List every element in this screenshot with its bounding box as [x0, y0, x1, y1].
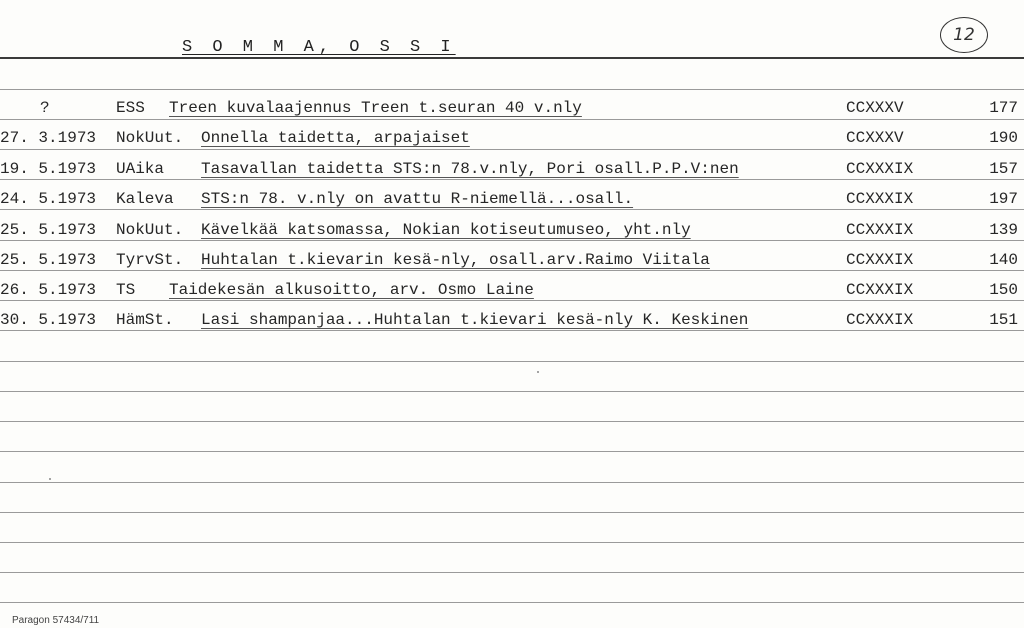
entry-date: 24. 5.1973: [0, 190, 97, 208]
entry-page: 151: [989, 311, 1018, 329]
entry-date: 26. 5.1973: [0, 281, 97, 299]
entry-source: UAika: [116, 160, 165, 178]
entry-date: 25. 5.1973: [0, 221, 97, 239]
entry-volume: CCXXXIX: [846, 160, 914, 178]
entry-description: STS:n 78. v.nly on avattu R-niemellä...osall.: [201, 190, 634, 208]
entry-row: [0, 160, 1024, 186]
entry-row: [0, 311, 1024, 337]
entry-row: [0, 99, 1024, 125]
entry-volume: CCXXXIX: [846, 221, 914, 239]
ruled-line: [0, 89, 1024, 90]
entry-source: TS: [116, 281, 136, 299]
entry-date: 25. 5.1973: [0, 251, 97, 269]
entry-page: 190: [989, 129, 1018, 147]
entry-row: [0, 281, 1024, 307]
entry-page: 140: [989, 251, 1018, 269]
entry-page: 150: [989, 281, 1018, 299]
entry-description: Onnella taidetta, arpajaiset: [201, 129, 470, 147]
entry-date: 27. 3.1973: [0, 129, 97, 147]
entry-row: [0, 190, 1024, 216]
ruled-line: [0, 542, 1024, 543]
ruled-line: [0, 451, 1024, 452]
entry-volume: CCXXXIX: [846, 311, 914, 329]
ruled-line: [0, 482, 1024, 483]
entry-description: Tasavallan taidetta STS:n 78.v.nly, Pori osall.P.P.V:nen: [201, 160, 739, 178]
entry-row: [0, 221, 1024, 247]
entry-volume: CCXXXV: [846, 99, 904, 117]
entry-date: ?: [40, 99, 50, 117]
entry-description: Taidekesän alkusoitto, arv. Osmo Laine: [169, 281, 534, 299]
entry-description: Huhtalan t.kievarin kesä-nly, osall.arv.Raimo Viitala: [201, 251, 710, 269]
ruled-line: [0, 391, 1024, 392]
card-footer: Paragon 57434/711: [12, 615, 100, 626]
header-rule: [0, 57, 1024, 59]
entry-date: 30. 5.1973: [0, 311, 97, 329]
entry-source: NokUut.: [116, 221, 184, 239]
card-number: 12: [953, 25, 975, 45]
entry-row: [0, 129, 1024, 155]
entry-source: TyrvSt.: [116, 251, 184, 269]
ruled-line: [0, 512, 1024, 513]
ruled-line: [0, 361, 1024, 362]
entry-row: [0, 251, 1024, 277]
card-number-circle: [940, 17, 988, 53]
entry-page: 197: [989, 190, 1018, 208]
entry-page: 139: [989, 221, 1018, 239]
entry-description: Lasi shampanjaa...Huhtalan t.kievari kesä-nly K. Keskinen: [201, 311, 749, 329]
entry-page: 157: [989, 160, 1018, 178]
entry-source: ESS: [116, 99, 145, 117]
ruled-line: [0, 572, 1024, 573]
card-title: S O M M A, O S S I: [182, 38, 456, 57]
entry-date: 19. 5.1973: [0, 160, 97, 178]
entry-source: NokUut.: [116, 129, 184, 147]
entry-source: HämSt.: [116, 311, 174, 329]
scan-speck: [49, 478, 51, 480]
entry-volume: CCXXXIX: [846, 190, 914, 208]
entry-source: Kaleva: [116, 190, 174, 208]
ruled-line: [0, 421, 1024, 422]
entry-description: Kävelkää katsomassa, Nokian kotiseutumuseo, yht.nly: [201, 221, 691, 239]
entry-page: 177: [989, 99, 1018, 117]
entry-volume: CCXXXIX: [846, 281, 914, 299]
entry-description: Treen kuvalaajennus Treen t.seuran 40 v.nly: [169, 99, 582, 117]
scan-speck: [537, 371, 539, 373]
entry-volume: CCXXXIX: [846, 251, 914, 269]
entry-volume: CCXXXV: [846, 129, 904, 147]
ruled-line: [0, 602, 1024, 603]
